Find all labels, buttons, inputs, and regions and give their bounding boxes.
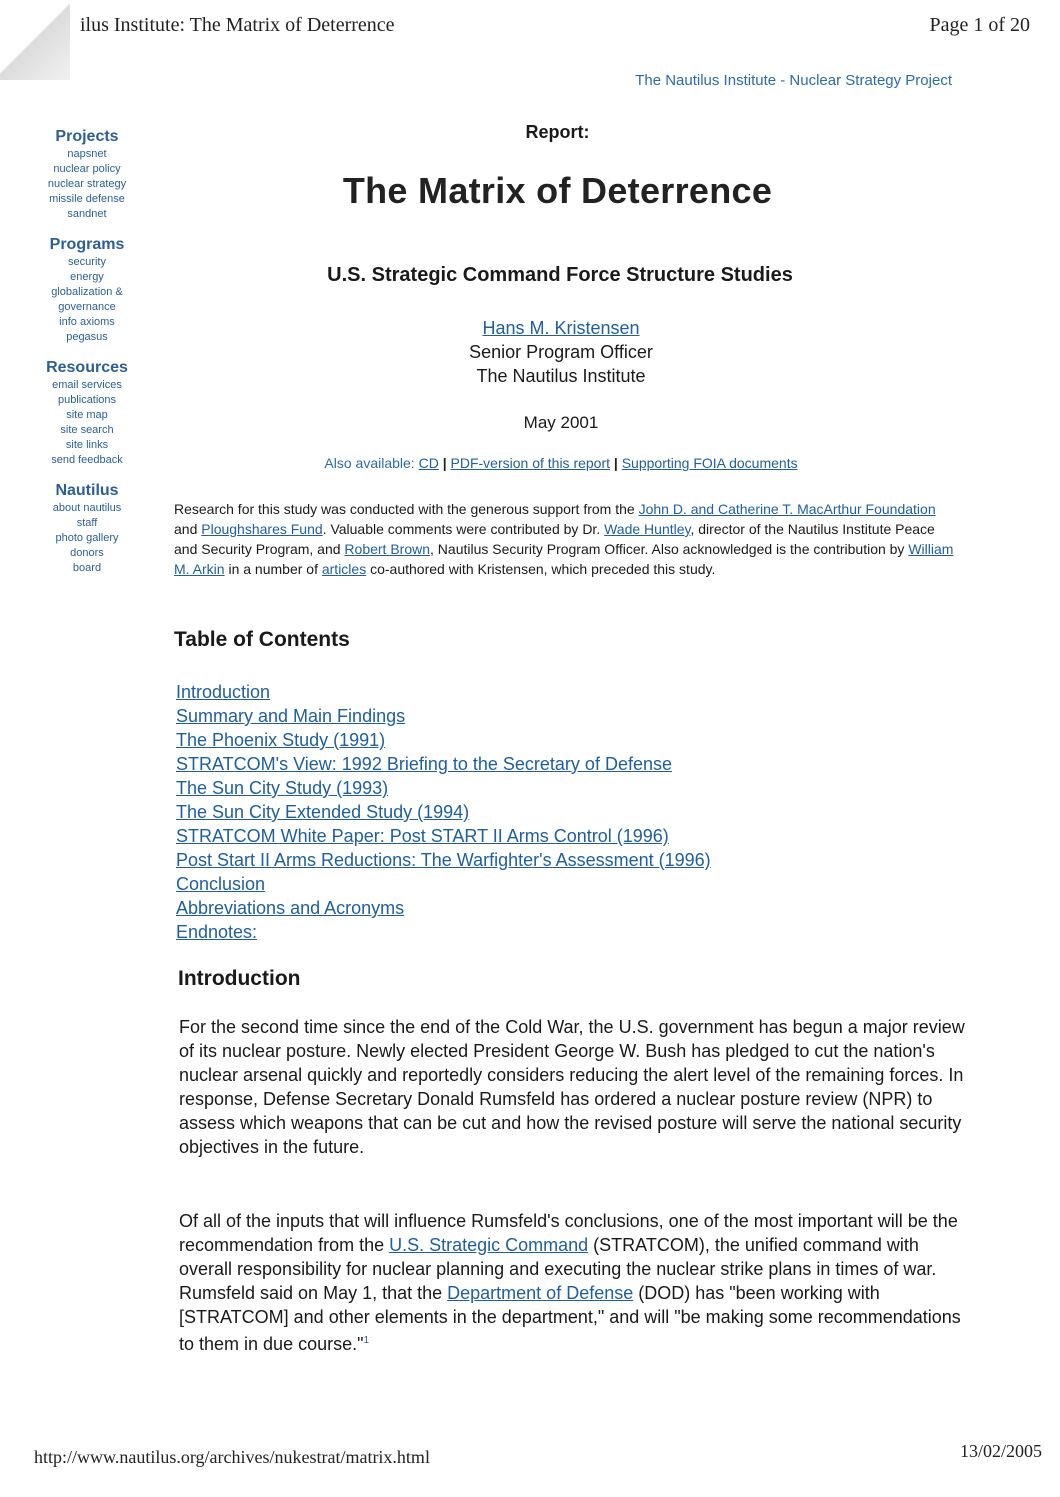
nav-item-photo-gallery[interactable]: photo gallery: [55, 532, 119, 544]
wade-huntley-link[interactable]: Wade Huntley: [604, 521, 691, 537]
nav-item-security[interactable]: security: [68, 256, 106, 268]
nav-item-board[interactable]: board: [72, 562, 102, 574]
nav-item-site-map[interactable]: site map: [66, 409, 108, 421]
report-date: May 2001: [523, 413, 599, 432]
author-role: Senior Program Officer: [469, 342, 653, 362]
nav-item-sandnet[interactable]: sandnet: [67, 208, 107, 220]
nav-item-energy[interactable]: energy: [70, 271, 104, 283]
page-fold-corner: [0, 0, 70, 80]
nav-heading-nautilus[interactable]: Nautilus: [55, 482, 119, 499]
ack-text: . Valuable comments were contributed by Dr.: [322, 521, 605, 537]
paragraph-text: Of all of the inputs that will influence Rumsfeld's conclusions, one of the most important will be the recommendation from the: [179, 1211, 958, 1255]
nav-item-info-axioms[interactable]: info axioms: [59, 316, 115, 328]
toc-link-sun-city-study[interactable]: The Sun City Study (1993): [176, 778, 389, 798]
nav-item-staff[interactable]: staff: [76, 517, 98, 529]
report-label: Report:: [525, 122, 590, 142]
toc-link-stratcom-view[interactable]: STRATCOM's View: 1992 Briefing to the Secretary of Defense: [176, 754, 672, 774]
toc-link-abbreviations[interactable]: Abbreviations and Acronyms: [176, 898, 405, 918]
author-block: [0, 316, 1060, 388]
toc-link-sun-city-extended[interactable]: The Sun City Extended Study (1994): [176, 802, 470, 822]
also-available-label: Also available:: [324, 455, 415, 471]
paragraph-text: (DOD) has "been working with [STRATCOM] and other elements in the department," and will "be making some recommendations to them in due course.": [179, 1283, 961, 1354]
ack-text: in a number of: [224, 561, 322, 577]
separator: |: [613, 455, 618, 471]
nav-heading-projects[interactable]: Projects: [55, 128, 119, 145]
nav-item-site-links[interactable]: site links: [65, 439, 109, 451]
robert-brown-link[interactable]: Robert Brown: [344, 541, 431, 557]
acknowledgements-paragraph: [174, 499, 958, 579]
ack-text: , director of the Nautilus Institute Peace and Security Program, and: [174, 521, 935, 557]
nav-item-donors[interactable]: donors: [70, 547, 104, 559]
site-banner: The Nautilus Institute - Nuclear Strategy Project: [635, 72, 952, 89]
nav-heading-resources[interactable]: Resources: [46, 359, 128, 376]
paragraph-text: (STRATCOM), the unified command with overall responsibility for nuclear planning and executing the nuclear strike plans in times of war. Rumsfeld said on May 1, that the: [179, 1235, 937, 1303]
nav-item-globalization[interactable]: globalization &: [51, 286, 123, 298]
toc-link-introduction[interactable]: Introduction: [176, 682, 271, 702]
nav-item-about-nautilus[interactable]: about nautilus: [52, 502, 122, 514]
toc-heading: Table of Contents: [174, 628, 350, 651]
cd-link[interactable]: CD: [418, 455, 439, 471]
ack-text: co-authored with Kristensen, which preceded this study.: [366, 561, 716, 577]
foia-documents-link[interactable]: Supporting FOIA documents: [621, 455, 798, 471]
nav-item-publications[interactable]: publications: [57, 394, 117, 406]
toc-link-conclusion[interactable]: Conclusion: [176, 874, 266, 894]
ack-text: , Nautilus Security Program Officer. Also acknowledged is the contribution by: [430, 541, 909, 557]
print-header-page-number: Page 1 of 20: [929, 14, 1030, 36]
nav-item-email-services[interactable]: email services: [52, 379, 122, 391]
william-arkin-link[interactable]: William M. Arkin: [174, 541, 954, 577]
toc-link-summary[interactable]: Summary and Main Findings: [176, 706, 406, 726]
author-link[interactable]: Hans M. Kristensen: [482, 318, 640, 338]
nav-item-napsnet[interactable]: napsnet: [67, 148, 107, 160]
pdf-version-link[interactable]: PDF-version of this report: [450, 455, 611, 471]
nav-item-missile-defense[interactable]: missile defense: [49, 193, 125, 205]
print-footer-url: http://www.nautilus.org/archives/nukestrat/matrix.html: [34, 1447, 430, 1467]
intro-paragraph-1: For the second time since the end of the Cold War, the U.S. government has begun a major review of its nuclear posture. Newly elected President George W. Bush has pledged to cut the nation's nuclear arsenal quickly and reportedly considers reducing the alert level of the remaining forces. In response, Defense Secretary Donald Rumsfeld has ordered a nuclear posture review (NPR) to assess which weapons that can be cut and how the revised posture will serve the national security objectives in the future.: [179, 1017, 965, 1157]
nav-item-nuclear-strategy[interactable]: nuclear strategy: [47, 178, 127, 190]
ploughshares-fund-link[interactable]: Ploughshares Fund: [201, 521, 323, 537]
footnote-ref-1[interactable]: 1: [363, 1335, 370, 1346]
ack-text: Research for this study was conducted with the generous support from the: [174, 501, 639, 517]
report-subtitle: U.S. Strategic Command Force Structure Studies: [327, 264, 793, 286]
also-available-bar: [0, 455, 1060, 471]
macarthur-foundation-link[interactable]: John D. and Catherine T. MacArthur Foundation: [638, 501, 936, 517]
author-organization: The Nautilus Institute: [476, 366, 646, 386]
department-of-defense-link[interactable]: Department of Defense: [447, 1283, 634, 1303]
print-header: [80, 14, 1030, 42]
introduction-heading: Introduction: [178, 967, 301, 990]
toc-link-phoenix-study[interactable]: The Phoenix Study (1991): [176, 730, 386, 750]
nav-item-governance[interactable]: governance: [58, 301, 116, 313]
nav-item-pegasus[interactable]: pegasus: [66, 331, 108, 343]
print-footer-date: 13/02/2005: [959, 1441, 1042, 1461]
toc-link-white-paper[interactable]: STRATCOM White Paper: Post START II Arms Control (1996): [176, 826, 669, 846]
nav-section-nautilus: [28, 482, 146, 576]
print-header-title: ilus Institute: The Matrix of Deterrence: [80, 14, 395, 36]
toc-link-warfighter-assessment[interactable]: Post Start II Arms Reductions: The Warfighter's Assessment (1996): [176, 850, 711, 870]
nav-item-site-search[interactable]: site search: [60, 424, 114, 436]
toc-link-endnotes[interactable]: Endnotes:: [176, 922, 258, 942]
intro-paragraph-2: [179, 1209, 969, 1356]
table-of-contents: [176, 680, 876, 944]
ack-text: and: [174, 521, 202, 537]
page-title: The Matrix of Deterrence: [342, 170, 773, 211]
articles-link[interactable]: articles: [321, 561, 367, 577]
nav-item-nuclear-policy[interactable]: nuclear policy: [53, 163, 121, 175]
nav-item-send-feedback[interactable]: send feedback: [51, 454, 123, 466]
stratcom-link[interactable]: U.S. Strategic Command: [389, 1235, 589, 1255]
separator: |: [442, 455, 447, 471]
nav-heading-programs[interactable]: Programs: [49, 236, 125, 253]
print-footer: [34, 1441, 1042, 1471]
